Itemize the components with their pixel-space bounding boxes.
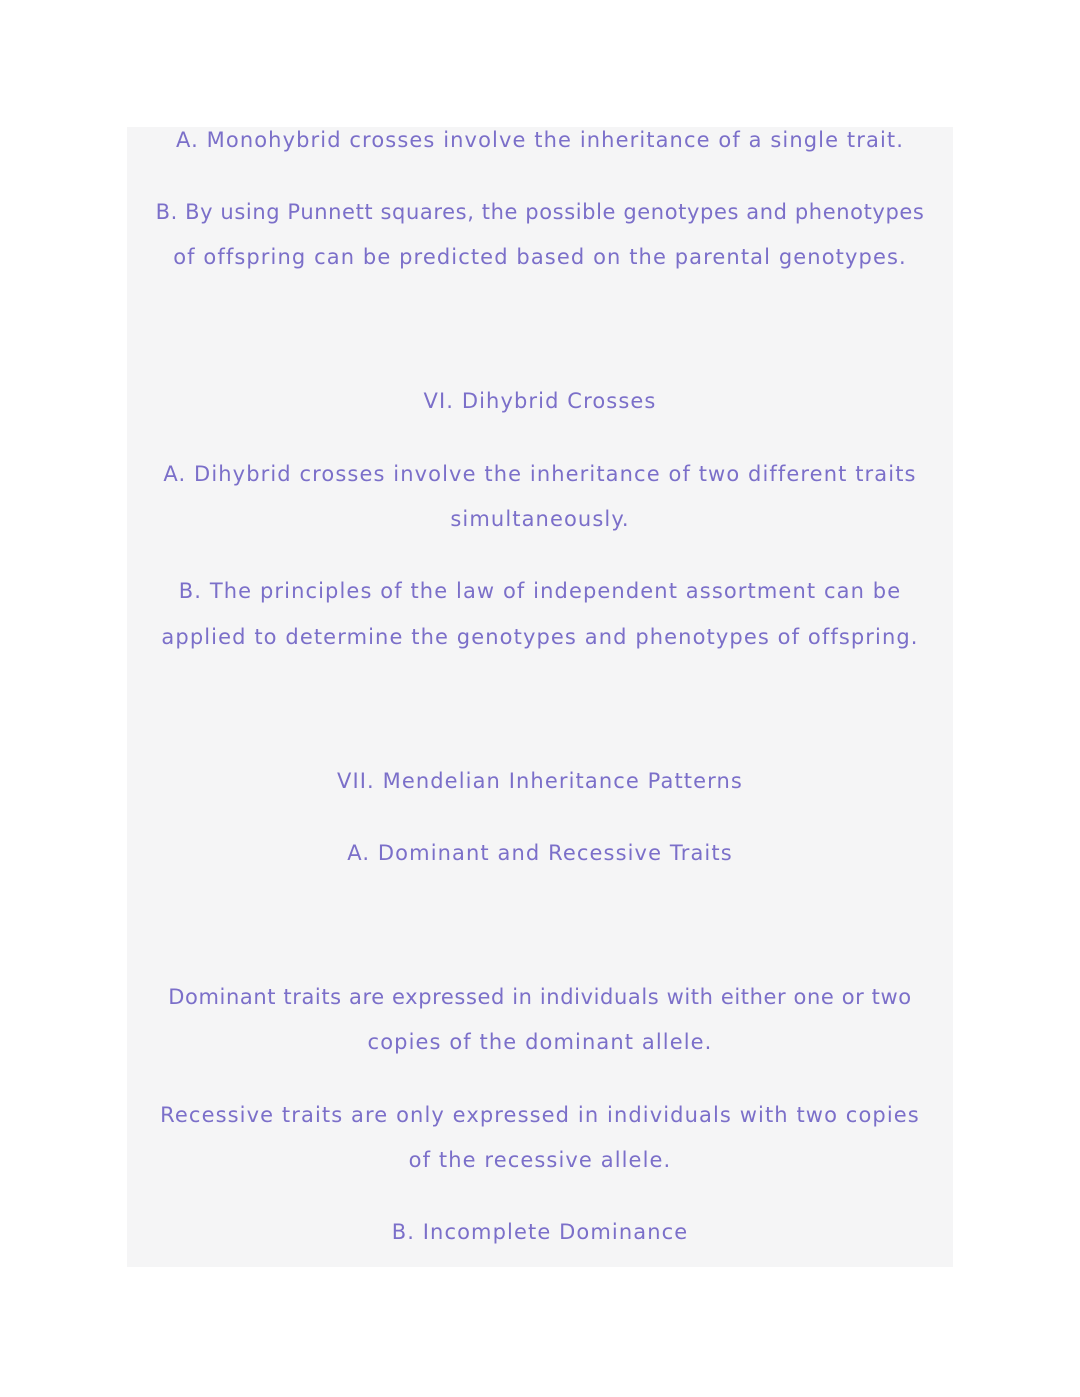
dominant-recessive-subheading: A. Dominant and Recessive Traits: [347, 841, 733, 865]
dominant-traits-line-1: Dominant traits are expressed in individuals with either one or two: [168, 985, 912, 1009]
dihybrid-point-b-line-2: applied to determine the genotypes and phenotypes of offspring.: [161, 625, 919, 649]
dihybrid-point-a-line-1: A. Dihybrid crosses involve the inheritance of two different traits: [163, 462, 917, 486]
dihybrid-point-a-line-2: simultaneously.: [450, 507, 630, 531]
monohybrid-point-a: A. Monohybrid crosses involve the inheritance of a single trait.: [176, 128, 904, 152]
incomplete-dominance-subheading: B. Incomplete Dominance: [391, 1220, 689, 1244]
document-page: [127, 127, 953, 1267]
monohybrid-point-b-line-1: B. By using Punnett squares, the possible genotypes and phenotypes: [155, 200, 925, 224]
mendelian-heading: VII. Mendelian Inheritance Patterns: [337, 769, 743, 793]
dominant-traits-line-2: copies of the dominant allele.: [367, 1030, 713, 1054]
recessive-traits-line-2: of the recessive allele.: [408, 1148, 672, 1172]
monohybrid-point-b-line-2: of offspring can be predicted based on the parental genotypes.: [173, 245, 907, 269]
dihybrid-point-b-line-1: B. The principles of the law of independent assortment can be: [178, 579, 902, 603]
recessive-traits-line-1: Recessive traits are only expressed in individuals with two copies: [160, 1103, 920, 1127]
dihybrid-heading: VI. Dihybrid Crosses: [423, 389, 657, 413]
